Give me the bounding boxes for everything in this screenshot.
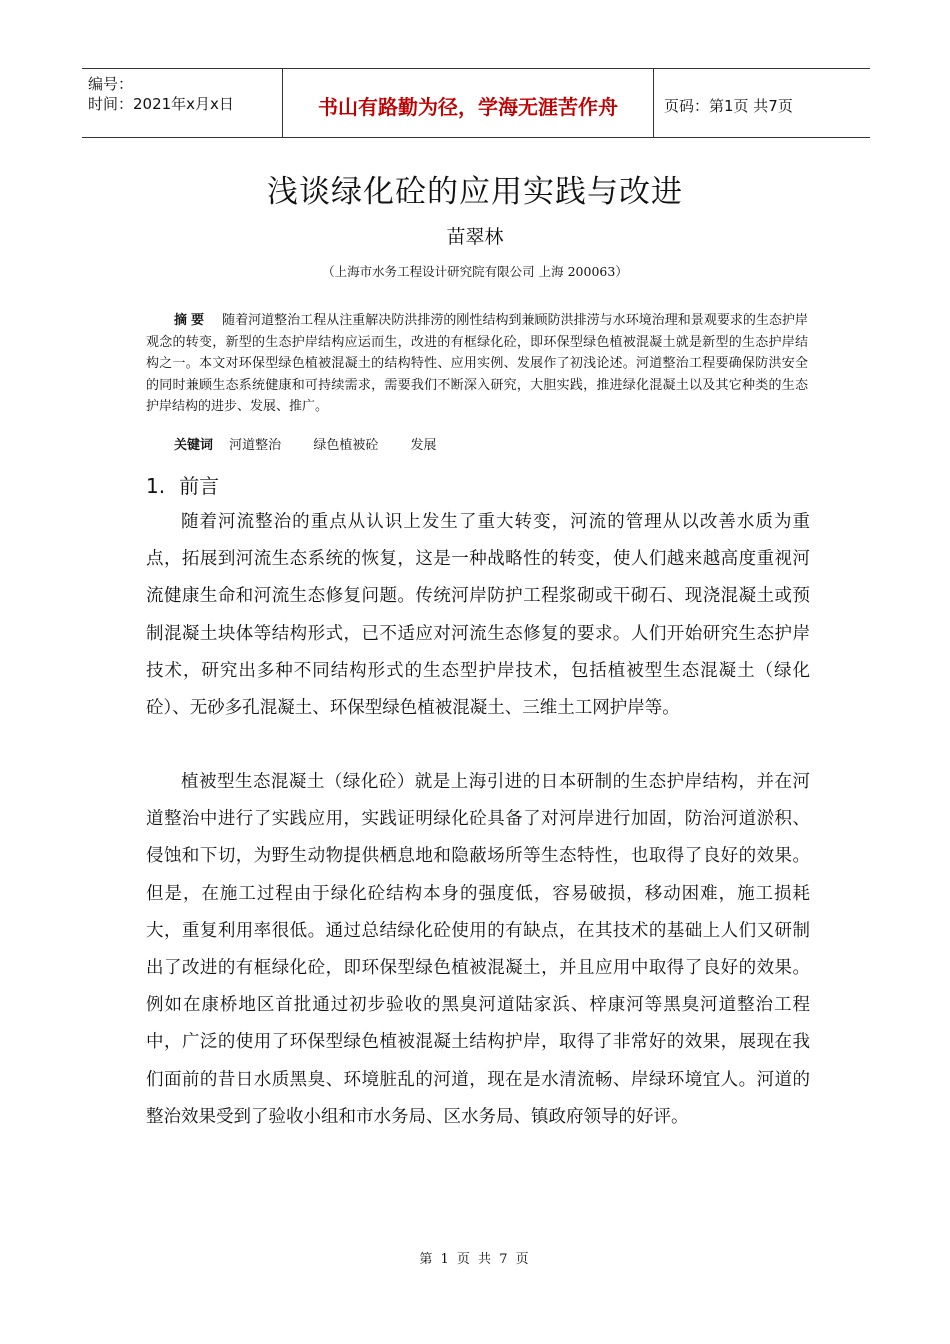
header-meta-cell <box>82 69 282 137</box>
section-heading <box>146 470 219 499</box>
paragraph-text: 植被型生态混凝土（绿化砼）就是上海引进的日本研制的生态护岸结构，并在河道整治中进行了实践应用，实践证明绿化砼具备了对河岸进行加固，防治河道淤积、侵蚀和下切，为野生动物提供栖息地和隐蔽场所等生态特性，也取得了良好的效果。但是，在施工过程由于绿化砼结构本身的强度低，容易破损，移动困难，施工损耗大，重复利用率很低。通过总结绿化砼使用的有缺点，在其技术的基础上人们又研制出了改进的有框绿化砼，即环保型绿色植被混凝土，并且应用中取得了良好的效果。例如在康桥地区首批通过初步验收的黑臭河道陆家浜、梓康河等黑臭河道整治工程中，广泛的使用了环保型绿色植被混凝土结构护岸，取得了非常好的效果，展现在我们面前的昔日水质黑臭、环境脏乱的河道，现在是水清流畅、岸绿环境宜人。河道的整治效果受到了验收小组和市水务局、区水务局、镇政府领导的好评。 <box>146 772 810 1127</box>
paragraph-text: 随着河流整治的重点从认识上发生了重大转变，河流的管理从以改善水质为重点，拓展到河流生态系统的恢复，这是一种战略性的转变，使人们越来越高度重视河流健康生命和河流生态修复问题。传统河岸防护工程浆砌或干砌石、现浇混凝土或预制混凝土块体等结构形式，已不适应对河流生态修复的要求。人们开始研究生态护岸技术，研究出多种不同结构形式的生态型护岸技术，包括植被型生态混凝土（绿化砼）、无砂多孔混凝土、环保型绿色植被混凝土、三维土工网护岸等。 <box>146 512 810 719</box>
abstract <box>146 310 808 418</box>
body-paragraph-1 <box>146 504 810 727</box>
author: 苗翠林 <box>446 226 504 248</box>
number-label: 编号： <box>88 75 134 93</box>
keywords <box>174 434 464 453</box>
page-footer: 第 1 页 共 7 页 <box>419 1252 531 1267</box>
keyword: 河道整治 <box>229 438 282 453</box>
keyword: 发展 <box>410 438 437 453</box>
keywords-label: 关键词 <box>174 438 214 453</box>
header-table <box>82 68 870 138</box>
section-title: 前言 <box>179 474 220 498</box>
keyword: 绿色植被砼 <box>313 438 379 453</box>
section-number: 1. <box>146 474 166 498</box>
abstract-label: 摘要 <box>174 313 209 328</box>
motto: 书山有路勤为径，学海无涯苦作舟 <box>282 69 654 137</box>
abstract-text: 随着河道整治工程从注重解决防洪排涝的刚性结构到兼顾防洪排涝与水环境治理和景观要求的生态护岸观念的转变，新型的生态护岸结构应运而生，改进的有框绿化砼，即环保型绿色植被混凝土就是新型的生态护岸结构之一。本文对环保型绿色植被混凝土的结构特性、应用实例、发展作了初浅论述。河道整治工程要确保防洪安全的同时兼顾生态系统健康和可持续需求，需要我们不断深入研究，大胆实践，推进绿化混凝土以及其它种类的生态护岸结构的进步、发展、推广。 <box>146 313 808 414</box>
document-title: 浅谈绿化砼的应用实践与改进 <box>267 174 683 210</box>
date-label: 时间：2021年x月x日 <box>88 95 234 113</box>
page-info: 页码：第1页 共7页 <box>664 96 793 115</box>
affiliation: （上海市水务工程设计研究院有限公司 上海 200063） <box>322 264 628 279</box>
body-paragraph-2 <box>146 764 810 1136</box>
